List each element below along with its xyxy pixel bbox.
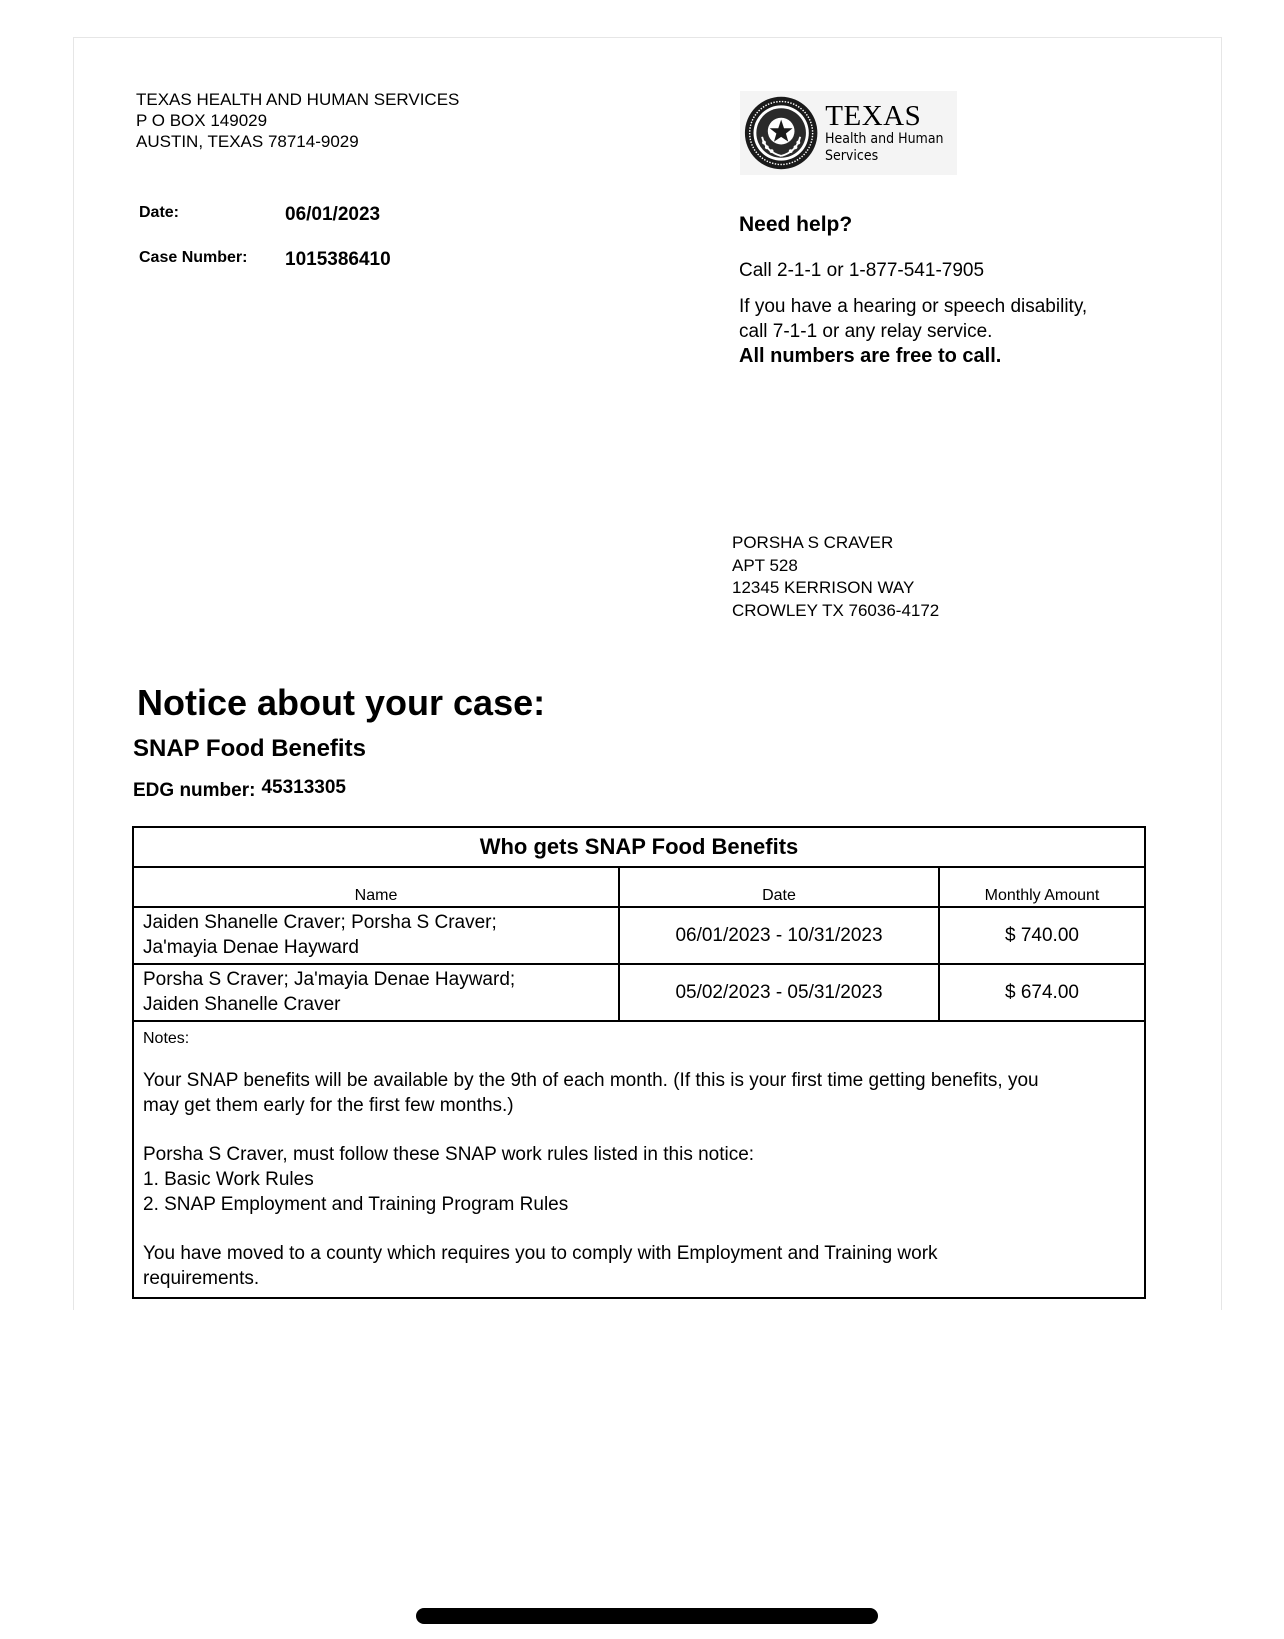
recipient-line: PORSHA S CRAVER <box>732 533 894 552</box>
logo-subtitle-line: Services <box>825 148 879 164</box>
notes-paragraph <box>143 1068 1135 1118</box>
name-line: Ja'mayia Denae Hayward <box>143 937 359 958</box>
cell-name <box>134 965 620 1020</box>
case-number-label: Case Number: <box>139 249 248 266</box>
logo-title: TEXAS <box>825 100 922 132</box>
sender-line: TEXAS HEALTH AND HUMAN SERVICES <box>136 90 460 109</box>
help-line: If you have a hearing or speech disability, <box>739 296 1088 317</box>
notes-line: 2. SNAP Employment and Training Program Rules <box>143 1194 569 1215</box>
notes-line: 1. Basic Work Rules <box>143 1169 314 1190</box>
notes-line: You have moved to a county which requires you to comply with Employment and Training work <box>143 1243 938 1264</box>
home-indicator[interactable] <box>416 1608 878 1624</box>
hhs-logo <box>740 91 957 175</box>
texas-seal-icon <box>743 93 819 173</box>
cell-name <box>134 908 620 963</box>
sender-line: P O BOX 149029 <box>136 111 268 130</box>
name-line: Jaiden Shanelle Craver; Porsha S Craver; <box>143 912 497 933</box>
cell-amount: $ 674.00 <box>1005 981 1079 1003</box>
name-line: Jaiden Shanelle Craver <box>143 994 341 1015</box>
notes-paragraph <box>143 1241 1135 1291</box>
notes-paragraph <box>143 1142 1135 1217</box>
column-header-name: Name <box>134 868 620 906</box>
program-title: SNAP Food Benefits <box>133 735 366 762</box>
sender-address <box>136 89 459 152</box>
column-header-amount: Monthly Amount <box>984 887 1100 904</box>
table-header-row <box>134 868 1144 908</box>
table-title: Who gets SNAP Food Benefits <box>134 828 1144 868</box>
date-label: Date: <box>139 204 180 221</box>
sender-line: AUSTIN, TEXAS 78714-9029 <box>136 132 359 151</box>
name-line: Porsha S Craver; Ja'mayia Denae Hayward; <box>143 969 516 990</box>
recipient-line: CROWLEY TX 76036-4172 <box>732 600 940 620</box>
benefits-table <box>132 826 1146 1299</box>
edg-value: 45313305 <box>261 777 346 798</box>
help-title: Need help? <box>739 213 853 236</box>
recipient-line: APT 528 <box>732 555 798 575</box>
recipient-line: 12345 KERRISON WAY <box>732 578 915 597</box>
case-number-value: 1015386410 <box>285 249 391 270</box>
help-free-note: All numbers are free to call. <box>739 345 1002 367</box>
cell-date: 06/01/2023 - 10/31/2023 <box>620 908 940 963</box>
help-section <box>739 212 1159 368</box>
help-phone: Call 2-1-1 or 1-877-541-7905 <box>739 260 985 281</box>
document-page <box>73 37 1222 1310</box>
table-row <box>134 965 1144 1022</box>
notice-title: Notice about your case: <box>137 682 546 723</box>
notes-line: may get them early for the first few months.) <box>143 1095 514 1116</box>
edg-label: EDG number: <box>133 780 256 801</box>
table-row <box>134 908 1144 965</box>
logo-subtitle-line: Health and Human <box>825 131 944 147</box>
date-value: 06/01/2023 <box>285 204 381 225</box>
cell-amount: $ 740.00 <box>1005 924 1079 946</box>
help-line: call 7-1-1 or any relay service. <box>739 321 993 342</box>
column-header-date: Date <box>620 868 940 906</box>
notes-line: Porsha S Craver, must follow these SNAP work rules listed in this notice: <box>143 1144 755 1165</box>
cell-date: 05/02/2023 - 05/31/2023 <box>620 965 940 1020</box>
notes-line: Your SNAP benefits will be available by the 9th of each month. (If this is your first time getting benefits, you <box>143 1070 1039 1091</box>
notes-section <box>134 1022 1144 1297</box>
edg-number <box>133 777 346 802</box>
notes-line: requirements. <box>143 1268 260 1289</box>
recipient-address <box>732 532 939 622</box>
notes-label: Notes: <box>143 1030 190 1047</box>
